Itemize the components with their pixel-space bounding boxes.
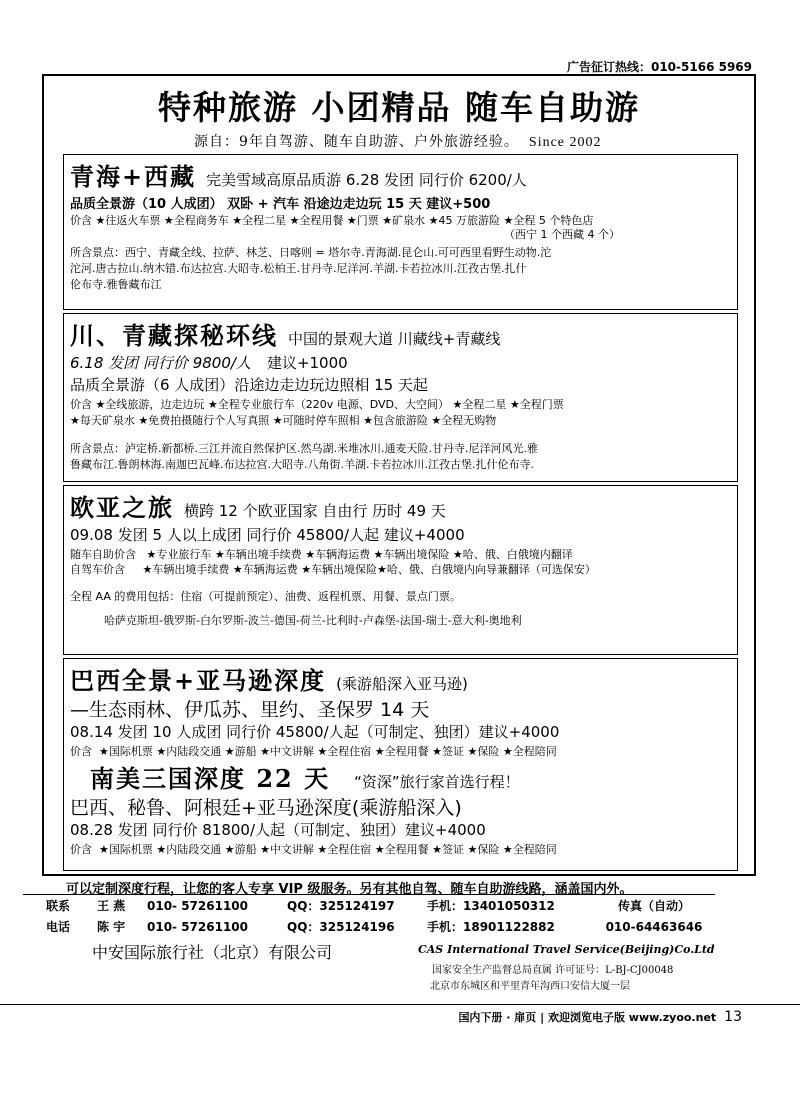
ad-title: 特种旅游 小团精品 随车自助游 xyxy=(158,88,640,127)
contact-phone: 010- 57261100 xyxy=(147,919,249,934)
suggested-markup: 建议+1000 xyxy=(266,354,348,372)
tour-line: 品质全景游（6 人成团）沿途边走边玩边照相 15 天起 xyxy=(70,376,428,394)
contact-qq: QQ：325124197 xyxy=(283,895,423,917)
contact-header: 电话 xyxy=(45,920,70,934)
section-header xyxy=(70,316,500,351)
section-tagline: 完美雪域高原品质游 6.28 发团 同行价 6200/人 xyxy=(206,171,527,189)
company-name-en: CAS International Travel Service(Beijing)Co.Ltd xyxy=(418,943,715,956)
contact-row xyxy=(23,916,715,937)
section-name: 巴西全景+亚马逊深度 xyxy=(70,666,327,695)
expense-note: 全程 AA 的费用包括：住宿（可提前预定）、油费、返程机票、用餐、景点门票。 xyxy=(70,590,461,603)
section-name: 青海+西藏 xyxy=(70,162,197,191)
departure-price: 6.18 发团 同行价 9800/人 xyxy=(70,354,251,372)
company-name-cn: 中安国际旅行社（北京）有限公司 xyxy=(92,943,333,962)
section-header xyxy=(70,488,446,523)
tour-line: —生态雨林、伊瓜苏、里约、圣保罗 14 天 xyxy=(70,699,430,721)
section-tagline: (乘游船深入亚马逊) xyxy=(336,675,468,693)
attractions-line: 伦布寺.雅鲁藏布江 xyxy=(70,278,162,291)
price-includes: ★每天矿泉水 ★免费拍摄随行个人写真照 ★可随时停车照相 ★包含旅游险 ★全程无购物 xyxy=(70,414,497,427)
price-includes: 价含 ★国际机票 ★内陆段交通 ★游船 ★中文讲解 ★全程住宿 ★全程用餐 ★签证 ★保险 ★全程陪同 xyxy=(70,843,557,856)
company-address: 北京市东城区和平里青年沟西口安信大厦一层 xyxy=(430,981,630,992)
section-name: 南美三国深度 22 天 xyxy=(90,764,331,793)
tour-line: 08.14 发团 10 人成团 同行价 45800/人起（可制定、独团）建议+4000 xyxy=(70,723,560,741)
section-name: 欧亚之旅 xyxy=(70,493,174,522)
contact-row xyxy=(23,895,715,917)
ad-frame xyxy=(42,74,756,876)
attractions-line: 鲁藏布江.鲁朗林海.南迦巴瓦峰.布达拉宫.大昭寺.八角街.羊湖.卡若拉冰川.江孜古堡.扎什伦布寺. xyxy=(70,458,534,471)
section-header xyxy=(90,759,520,794)
contact-mobile: 手机：13401050312 xyxy=(423,895,593,917)
footer-text: 国内下册 · 扉页 | 欢迎浏览电子版 www.zyoo.net xyxy=(458,1011,717,1024)
custom-note: 可以定制深度行程，让您的客人专享 VIP 级服务。另有其他自驾、随车自助游线路，涵盖国内外。 xyxy=(66,882,633,897)
footer-divider xyxy=(0,1004,800,1005)
section-sichuan-tibet xyxy=(63,313,738,482)
contact-header: 联系 xyxy=(23,895,93,917)
section-header xyxy=(70,661,468,696)
page-footer xyxy=(458,1009,742,1025)
page-number: 13 xyxy=(724,1009,742,1025)
contact-mobile: 手机：18901122882 xyxy=(427,920,555,934)
tour-line xyxy=(70,352,348,373)
since-year: Since 2002 xyxy=(528,135,602,150)
section-tagline: 中国的景观大道 川藏线+青藏线 xyxy=(288,330,501,348)
ad-hotline: 广告征订热线：010-5166 5969 xyxy=(566,60,752,74)
tour-line: 品质全景游（10 人成团） 双卧 + 汽车 沿途边走边玩 15 天 建议+500 xyxy=(70,197,491,212)
route-countries: 哈萨克斯坦-俄罗斯-白尔罗斯-波兰-德国-荷兰-比利时-卢森堡-法国-瑞士-意大利-奥地利 xyxy=(104,614,522,627)
section-tagline: 横跨 12 个欧亚国家 自由行 历时 49 天 xyxy=(184,502,446,520)
tour-line: 08.28 发团 同行价 81800/人起（可制定、独团）建议+4000 xyxy=(70,821,486,839)
ad-subtitle xyxy=(194,131,602,151)
price-includes: 价含 ★往返火车票 ★全程商务车 ★全程二星 ★全程用餐 ★门票 ★矿泉水 ★45 万旅游险 ★全程 5 个特色店 xyxy=(70,214,594,227)
price-includes: 随车自助价含 ★专业旅行车 ★车辆出境手续费 ★车辆海运费 ★车辆出境保险 ★哈、俄、白俄境内翻译 xyxy=(70,548,573,561)
contact-phone: 010- 57261100 xyxy=(143,895,283,917)
section-qinghai-tibet xyxy=(63,154,738,310)
fax-label: 传真（自动） xyxy=(593,895,715,917)
section-header xyxy=(70,157,527,192)
license-info: 国家安全生产监督总局直属 许可证号：L-BJ-CJ00048 xyxy=(432,965,674,976)
subtitle-text: 源自：9年自驾游、随车自助游、户外旅游经验。 xyxy=(194,134,519,150)
tour-line: 09.08 发团 5 人以上成团 同行价 45800/人起 建议+4000 xyxy=(70,526,465,544)
tour-line: 巴西、秘鲁、阿根廷+亚马逊深度(乘游船深入) xyxy=(70,797,462,819)
contact-qq: QQ：325124196 xyxy=(287,920,395,934)
price-note: （西宁 1 个西藏 4 个） xyxy=(504,228,620,241)
price-includes: 自驾车价含 ★车辆出境手续费 ★车辆海运费 ★车辆出境保险★哈、俄、白俄境内向导兼翻译（可选保安） xyxy=(70,563,596,576)
contact-name: 王 燕 xyxy=(93,895,143,917)
section-tagline: “资深”旅行家首选行程！ xyxy=(354,773,520,791)
price-includes: 价含 ★全线旅游，边走边玩 ★全程专业旅行车（220v 电源、DVD、大空间） ★全程二星 ★全程门票 xyxy=(70,398,564,411)
section-name: 川、青藏探秘环线 xyxy=(70,321,278,350)
attractions-line: 所含景点：泸定桥.新都桥.三江并流自然保护区.然乌湖.米堆冰川.通麦天险.甘丹寺.尼洋河风光.雅 xyxy=(70,442,538,455)
fax-number: 010-64463646 xyxy=(605,919,703,934)
price-includes: 价含 ★国际机票 ★内陆段交通 ★游船 ★中文讲解 ★全程住宿 ★全程用餐 ★签证 ★保险 ★全程陪同 xyxy=(70,745,557,758)
contact-table xyxy=(23,894,715,937)
attractions-line: 沱河.唐古拉山.纳木错.布达拉宫.大昭寺.松柏王.甘丹寺.尼洋河.羊湖.卡若拉冰川.江孜古堡.扎什 xyxy=(70,262,527,275)
section-south-america xyxy=(63,658,738,871)
contact-name: 陈 宇 xyxy=(97,920,126,934)
section-eurasia xyxy=(63,485,738,655)
attractions-line: 所含景点：西宁、青藏全线、拉萨、林芝、日喀则 = 塔尔寺.青海湖.昆仑山.可可西里看野生动物.沱 xyxy=(70,246,552,259)
